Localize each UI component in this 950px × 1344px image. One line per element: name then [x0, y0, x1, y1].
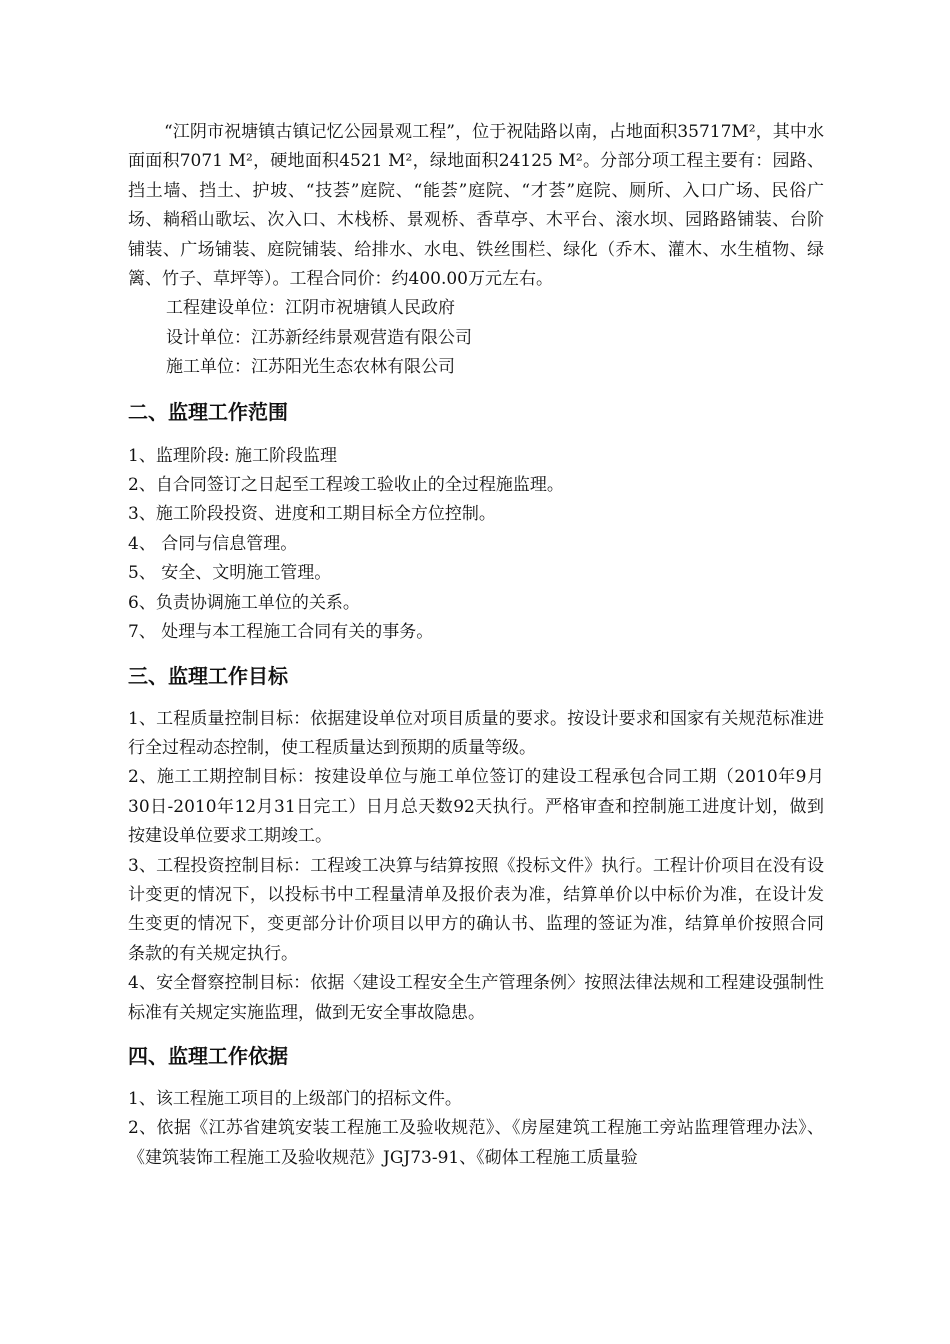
list-item: 4、安全督察控制目标：依据〈建设工程安全生产管理条例〉按照法律法规和工程建设强制性标准有关规定实施监理，做到无安全事故隐患。: [128, 973, 824, 1023]
list-item: 2、依据《江苏省建筑安装工程施工及验收规范》、《房屋建筑工程施工旁站监理管理办法》、《建筑装饰工程施工及验收规范》JGJ73-91、《砌体工程施工质量验: [128, 1118, 824, 1168]
project-overview-paragraph: “江阴市祝塘镇古镇记忆公园景观工程”，位于祝陆路以南，占地面积35717M²，其中水面面积7071 M²，硬地面积4521 M²，绿地面积24125 M²。分部分项工程主要有：园路、挡土墙、挡土、护坡、“技荟”庭院、“能荟”庭院、“才荟”庭院、厕所、入口广场、民俗广场、耥稻山歌坛、次入口、木栈桥、景观桥、香草亭、木平台、滚水坝、园路路铺装、台阶铺装、广场铺装、庭院铺装、给排水、水电、铁丝围栏、绿化（乔木、灌木、水生植物、绿篱、竹子、草坪等）。工程合同价：约400.00万元左右。: [128, 122, 824, 290]
list-item: 3、施工阶段投资、进度和工期目标全方位控制。: [128, 504, 496, 525]
list-item: 5、 安全、文明施工管理。: [128, 563, 332, 584]
design-unit-line: 设计单位：江苏新经纬景观营造有限公司: [166, 327, 472, 348]
section-heading-scope: 二、监理工作范围: [128, 399, 288, 424]
list-item: 1、该工程施工项目的上级部门的招标文件。: [128, 1088, 462, 1109]
list-item: 7、 处理与本工程施工合同有关的事务。: [128, 622, 434, 643]
section-heading-goals: 三、监理工作目标: [128, 663, 288, 688]
goals-list: [128, 705, 824, 1028]
list-item: 3、工程投资控制目标：工程竣工决算与结算按照《投标文件》执行。工程计价项目在没有设计变更的情况下，以投标书中工程量清单及报价表为准，结算单价以中标价为准，在设计发生变更的情况下，变更部分计价项目以甲方的确认书、监理的签证为准，结算单价按照合同条款的有关规定执行。: [128, 855, 824, 964]
list-item: 1、工程质量控制目标：依据建设单位对项目质量的要求。按设计要求和国家有关规范标准进行全过程动态控制，使工程质量达到预期的质量等级。: [128, 708, 824, 758]
list-item: 1、监理阶段: 施工阶段监理: [128, 445, 337, 466]
construction-owner-line: 工程建设单位：江阴市祝塘镇人民政府: [166, 298, 455, 319]
section-heading-basis: 四、监理工作依据: [128, 1043, 288, 1068]
document-page: [128, 118, 824, 1173]
list-item: 6、负责协调施工单位的关系。: [128, 592, 360, 613]
list-item: 4、 合同与信息管理。: [128, 533, 298, 554]
contractor-unit-line: 施工单位：江苏阳光生态农林有限公司: [166, 357, 455, 378]
scope-list: [128, 442, 824, 648]
basis-list: [128, 1085, 824, 1173]
list-item: 2、自合同签订之日起至工程竣工验收止的全过程施监理。: [128, 475, 564, 496]
list-item: 2、施工工期控制目标：按建设单位与施工单位签订的建设工程承包合同工期（2010年9月30日-2010年12月31日完工）日月总天数92天执行。严格审查和控制施工进度计划，做到按建设单位要求工期竣工。: [128, 767, 824, 847]
